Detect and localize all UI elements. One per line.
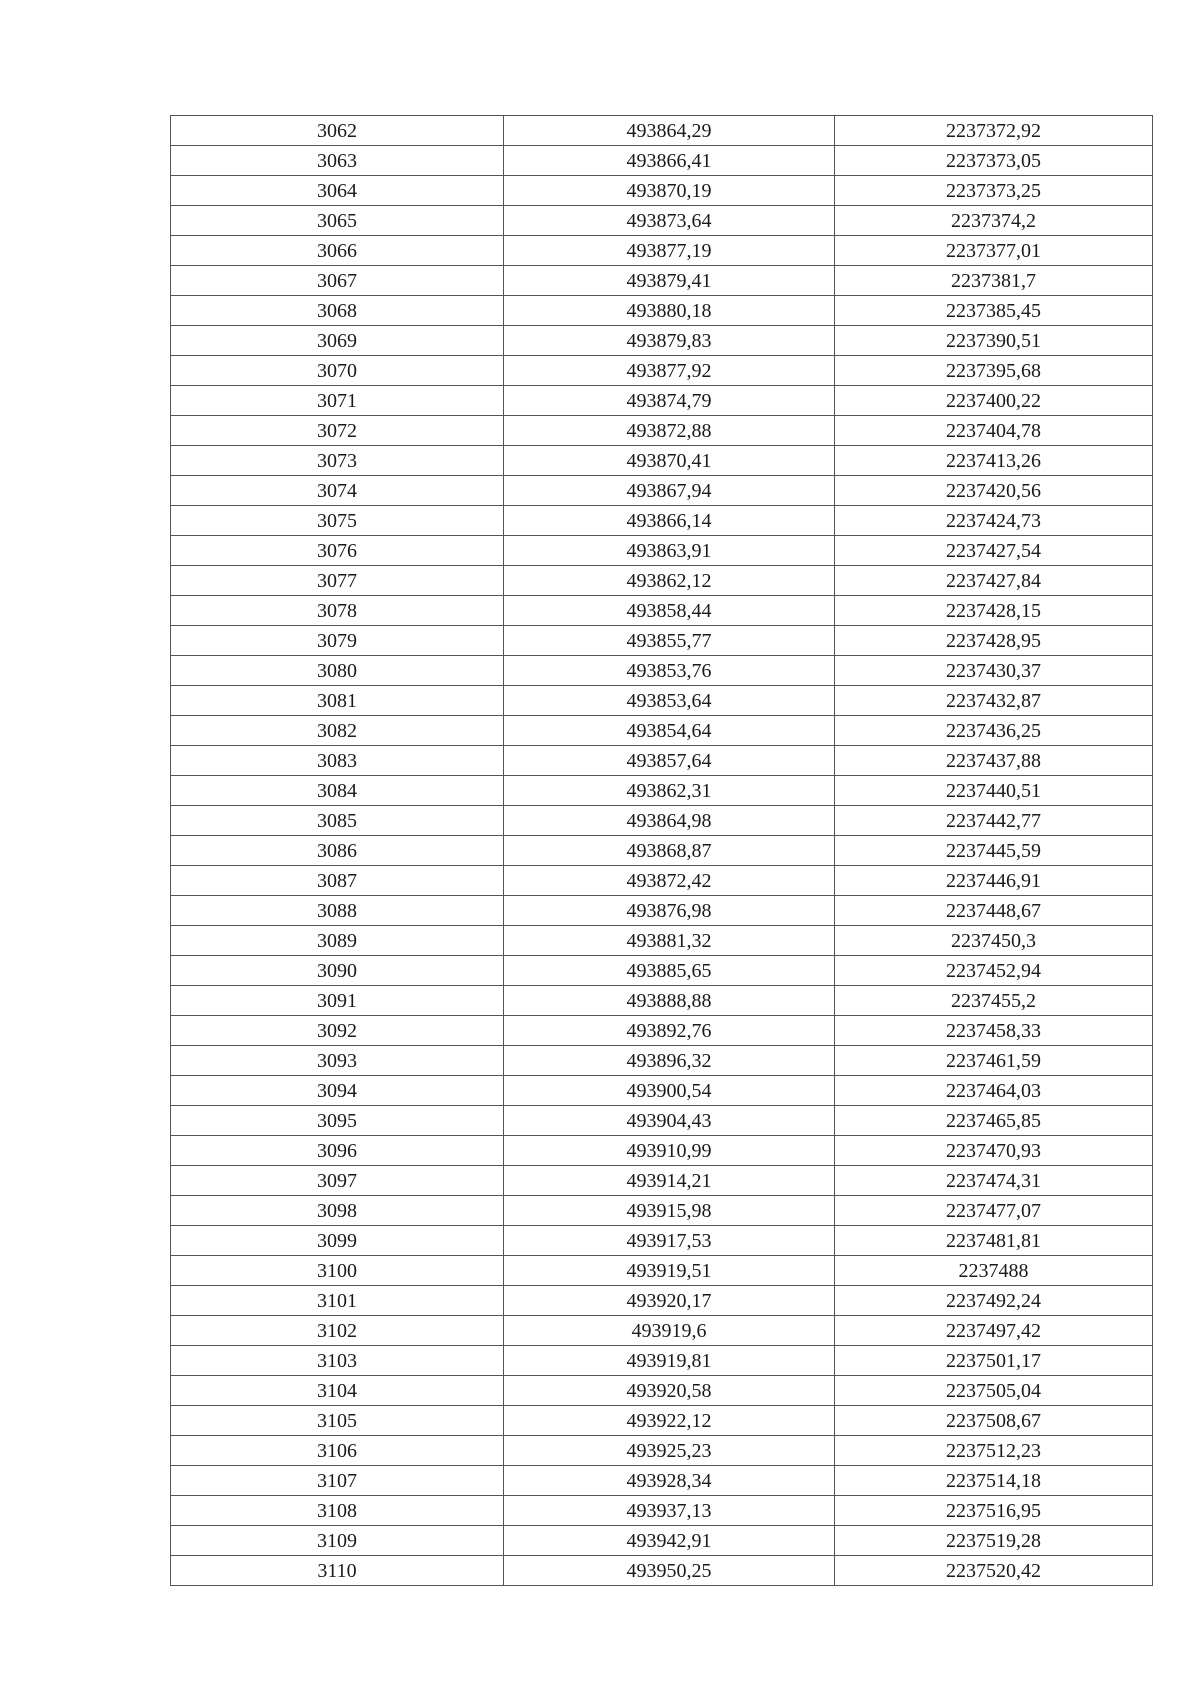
point-number-cell: 3076 <box>171 536 504 566</box>
table-row <box>171 1466 1153 1496</box>
y-coordinate-cell: 2237442,77 <box>835 806 1153 836</box>
y-coordinate-cell: 2237430,37 <box>835 656 1153 686</box>
point-number-cell: 3086 <box>171 836 504 866</box>
table-row <box>171 686 1153 716</box>
y-coordinate-cell: 2237420,56 <box>835 476 1153 506</box>
x-coordinate-cell: 493862,31 <box>504 776 835 806</box>
y-coordinate-cell: 2237372,92 <box>835 116 1153 146</box>
y-coordinate-cell: 2237424,73 <box>835 506 1153 536</box>
table-row <box>171 656 1153 686</box>
x-coordinate-cell: 493870,41 <box>504 446 835 476</box>
point-number-cell: 3080 <box>171 656 504 686</box>
table-row <box>171 356 1153 386</box>
point-number-cell: 3082 <box>171 716 504 746</box>
table-row <box>171 716 1153 746</box>
x-coordinate-cell: 493919,51 <box>504 1256 835 1286</box>
table-row <box>171 236 1153 266</box>
table-row <box>171 1436 1153 1466</box>
y-coordinate-cell: 2237492,24 <box>835 1286 1153 1316</box>
y-coordinate-cell: 2237501,17 <box>835 1346 1153 1376</box>
table-row <box>171 926 1153 956</box>
x-coordinate-cell: 493857,64 <box>504 746 835 776</box>
point-number-cell: 3070 <box>171 356 504 386</box>
x-coordinate-cell: 493937,13 <box>504 1496 835 1526</box>
point-number-cell: 3085 <box>171 806 504 836</box>
point-number-cell: 3105 <box>171 1406 504 1436</box>
table-row <box>171 206 1153 236</box>
x-coordinate-cell: 493876,98 <box>504 896 835 926</box>
point-number-cell: 3071 <box>171 386 504 416</box>
point-number-cell: 3067 <box>171 266 504 296</box>
y-coordinate-cell: 2237465,85 <box>835 1106 1153 1136</box>
point-number-cell: 3081 <box>171 686 504 716</box>
point-number-cell: 3100 <box>171 1256 504 1286</box>
point-number-cell: 3106 <box>171 1436 504 1466</box>
x-coordinate-cell: 493900,54 <box>504 1076 835 1106</box>
point-number-cell: 3068 <box>171 296 504 326</box>
table-row <box>171 596 1153 626</box>
x-coordinate-cell: 493892,76 <box>504 1016 835 1046</box>
x-coordinate-cell: 493873,64 <box>504 206 835 236</box>
x-coordinate-cell: 493919,81 <box>504 1346 835 1376</box>
y-coordinate-cell: 2237427,84 <box>835 566 1153 596</box>
point-number-cell: 3074 <box>171 476 504 506</box>
table-row <box>171 146 1153 176</box>
coordinates-table-body <box>171 116 1153 1586</box>
x-coordinate-cell: 493874,79 <box>504 386 835 416</box>
point-number-cell: 3107 <box>171 1466 504 1496</box>
table-row <box>171 776 1153 806</box>
table-row <box>171 1106 1153 1136</box>
x-coordinate-cell: 493872,88 <box>504 416 835 446</box>
table-row <box>171 866 1153 896</box>
point-number-cell: 3072 <box>171 416 504 446</box>
y-coordinate-cell: 2237381,7 <box>835 266 1153 296</box>
table-row <box>171 1226 1153 1256</box>
x-coordinate-cell: 493867,94 <box>504 476 835 506</box>
point-number-cell: 3075 <box>171 506 504 536</box>
point-number-cell: 3102 <box>171 1316 504 1346</box>
point-number-cell: 3097 <box>171 1166 504 1196</box>
y-coordinate-cell: 2237470,93 <box>835 1136 1153 1166</box>
x-coordinate-cell: 493914,21 <box>504 1166 835 1196</box>
table-row <box>171 1556 1153 1586</box>
table-row <box>171 1076 1153 1106</box>
table-row <box>171 1346 1153 1376</box>
point-number-cell: 3109 <box>171 1526 504 1556</box>
table-row <box>171 1286 1153 1316</box>
y-coordinate-cell: 2237385,45 <box>835 296 1153 326</box>
y-coordinate-cell: 2237432,87 <box>835 686 1153 716</box>
y-coordinate-cell: 2237404,78 <box>835 416 1153 446</box>
point-number-cell: 3099 <box>171 1226 504 1256</box>
point-number-cell: 3091 <box>171 986 504 1016</box>
y-coordinate-cell: 2237440,51 <box>835 776 1153 806</box>
y-coordinate-cell: 2237445,59 <box>835 836 1153 866</box>
table-row <box>171 386 1153 416</box>
table-row <box>171 326 1153 356</box>
table-row <box>171 506 1153 536</box>
table-row <box>171 1496 1153 1526</box>
x-coordinate-cell: 493863,91 <box>504 536 835 566</box>
table-row <box>171 266 1153 296</box>
point-number-cell: 3069 <box>171 326 504 356</box>
table-row <box>171 446 1153 476</box>
point-number-cell: 3084 <box>171 776 504 806</box>
point-number-cell: 3104 <box>171 1376 504 1406</box>
table-row <box>171 416 1153 446</box>
y-coordinate-cell: 2237474,31 <box>835 1166 1153 1196</box>
y-coordinate-cell: 2237390,51 <box>835 326 1153 356</box>
point-number-cell: 3088 <box>171 896 504 926</box>
y-coordinate-cell: 2237377,01 <box>835 236 1153 266</box>
y-coordinate-cell: 2237427,54 <box>835 536 1153 566</box>
x-coordinate-cell: 493853,64 <box>504 686 835 716</box>
y-coordinate-cell: 2237455,2 <box>835 986 1153 1016</box>
point-number-cell: 3079 <box>171 626 504 656</box>
table-row <box>171 1256 1153 1286</box>
y-coordinate-cell: 2237428,95 <box>835 626 1153 656</box>
x-coordinate-cell: 493920,17 <box>504 1286 835 1316</box>
x-coordinate-cell: 493877,19 <box>504 236 835 266</box>
y-coordinate-cell: 2237508,67 <box>835 1406 1153 1436</box>
y-coordinate-cell: 2237514,18 <box>835 1466 1153 1496</box>
table-row <box>171 1316 1153 1346</box>
x-coordinate-cell: 493854,64 <box>504 716 835 746</box>
table-row <box>171 536 1153 566</box>
x-coordinate-cell: 493885,65 <box>504 956 835 986</box>
y-coordinate-cell: 2237373,05 <box>835 146 1153 176</box>
point-number-cell: 3090 <box>171 956 504 986</box>
y-coordinate-cell: 2237497,42 <box>835 1316 1153 1346</box>
point-number-cell: 3094 <box>171 1076 504 1106</box>
table-row <box>171 1406 1153 1436</box>
x-coordinate-cell: 493910,99 <box>504 1136 835 1166</box>
y-coordinate-cell: 2237413,26 <box>835 446 1153 476</box>
x-coordinate-cell: 493866,14 <box>504 506 835 536</box>
x-coordinate-cell: 493879,41 <box>504 266 835 296</box>
point-number-cell: 3096 <box>171 1136 504 1166</box>
coordinates-table <box>170 115 1153 1586</box>
y-coordinate-cell: 2237488 <box>835 1256 1153 1286</box>
x-coordinate-cell: 493879,83 <box>504 326 835 356</box>
point-number-cell: 3077 <box>171 566 504 596</box>
x-coordinate-cell: 493853,76 <box>504 656 835 686</box>
point-number-cell: 3103 <box>171 1346 504 1376</box>
table-row <box>171 1016 1153 1046</box>
point-number-cell: 3065 <box>171 206 504 236</box>
table-row <box>171 176 1153 206</box>
point-number-cell: 3087 <box>171 866 504 896</box>
point-number-cell: 3063 <box>171 146 504 176</box>
y-coordinate-cell: 2237481,81 <box>835 1226 1153 1256</box>
y-coordinate-cell: 2237374,2 <box>835 206 1153 236</box>
point-number-cell: 3093 <box>171 1046 504 1076</box>
x-coordinate-cell: 493880,18 <box>504 296 835 326</box>
x-coordinate-cell: 493877,92 <box>504 356 835 386</box>
y-coordinate-cell: 2237373,25 <box>835 176 1153 206</box>
point-number-cell: 3095 <box>171 1106 504 1136</box>
x-coordinate-cell: 493922,12 <box>504 1406 835 1436</box>
table-row <box>171 116 1153 146</box>
point-number-cell: 3066 <box>171 236 504 266</box>
table-row <box>171 566 1153 596</box>
point-number-cell: 3101 <box>171 1286 504 1316</box>
x-coordinate-cell: 493928,34 <box>504 1466 835 1496</box>
x-coordinate-cell: 493925,23 <box>504 1436 835 1466</box>
table-row <box>171 806 1153 836</box>
point-number-cell: 3110 <box>171 1556 504 1586</box>
y-coordinate-cell: 2237464,03 <box>835 1076 1153 1106</box>
y-coordinate-cell: 2237450,3 <box>835 926 1153 956</box>
point-number-cell: 3073 <box>171 446 504 476</box>
x-coordinate-cell: 493864,98 <box>504 806 835 836</box>
table-row <box>171 1526 1153 1556</box>
x-coordinate-cell: 493858,44 <box>504 596 835 626</box>
table-row <box>171 1376 1153 1406</box>
y-coordinate-cell: 2237452,94 <box>835 956 1153 986</box>
point-number-cell: 3083 <box>171 746 504 776</box>
x-coordinate-cell: 493870,19 <box>504 176 835 206</box>
table-row <box>171 836 1153 866</box>
table-row <box>171 896 1153 926</box>
point-number-cell: 3098 <box>171 1196 504 1226</box>
x-coordinate-cell: 493888,88 <box>504 986 835 1016</box>
y-coordinate-cell: 2237448,67 <box>835 896 1153 926</box>
point-number-cell: 3078 <box>171 596 504 626</box>
x-coordinate-cell: 493881,32 <box>504 926 835 956</box>
y-coordinate-cell: 2237520,42 <box>835 1556 1153 1586</box>
table-row <box>171 1166 1153 1196</box>
x-coordinate-cell: 493862,12 <box>504 566 835 596</box>
point-number-cell: 3108 <box>171 1496 504 1526</box>
x-coordinate-cell: 493872,42 <box>504 866 835 896</box>
x-coordinate-cell: 493920,58 <box>504 1376 835 1406</box>
y-coordinate-cell: 2237516,95 <box>835 1496 1153 1526</box>
x-coordinate-cell: 493855,77 <box>504 626 835 656</box>
y-coordinate-cell: 2237458,33 <box>835 1016 1153 1046</box>
table-row <box>171 1046 1153 1076</box>
table-row <box>171 1136 1153 1166</box>
table-row <box>171 296 1153 326</box>
table-row <box>171 956 1153 986</box>
table-row <box>171 986 1153 1016</box>
point-number-cell: 3092 <box>171 1016 504 1046</box>
x-coordinate-cell: 493950,25 <box>504 1556 835 1586</box>
x-coordinate-cell: 493868,87 <box>504 836 835 866</box>
x-coordinate-cell: 493866,41 <box>504 146 835 176</box>
x-coordinate-cell: 493864,29 <box>504 116 835 146</box>
x-coordinate-cell: 493917,53 <box>504 1226 835 1256</box>
x-coordinate-cell: 493942,91 <box>504 1526 835 1556</box>
point-number-cell: 3089 <box>171 926 504 956</box>
table-row <box>171 1196 1153 1226</box>
y-coordinate-cell: 2237477,07 <box>835 1196 1153 1226</box>
x-coordinate-cell: 493915,98 <box>504 1196 835 1226</box>
x-coordinate-cell: 493904,43 <box>504 1106 835 1136</box>
table-row <box>171 476 1153 506</box>
y-coordinate-cell: 2237400,22 <box>835 386 1153 416</box>
y-coordinate-cell: 2237505,04 <box>835 1376 1153 1406</box>
y-coordinate-cell: 2237519,28 <box>835 1526 1153 1556</box>
y-coordinate-cell: 2237461,59 <box>835 1046 1153 1076</box>
y-coordinate-cell: 2237512,23 <box>835 1436 1153 1466</box>
y-coordinate-cell: 2237436,25 <box>835 716 1153 746</box>
x-coordinate-cell: 493919,6 <box>504 1316 835 1346</box>
x-coordinate-cell: 493896,32 <box>504 1046 835 1076</box>
y-coordinate-cell: 2237446,91 <box>835 866 1153 896</box>
y-coordinate-cell: 2237395,68 <box>835 356 1153 386</box>
table-row <box>171 746 1153 776</box>
point-number-cell: 3064 <box>171 176 504 206</box>
y-coordinate-cell: 2237437,88 <box>835 746 1153 776</box>
y-coordinate-cell: 2237428,15 <box>835 596 1153 626</box>
point-number-cell: 3062 <box>171 116 504 146</box>
table-row <box>171 626 1153 656</box>
